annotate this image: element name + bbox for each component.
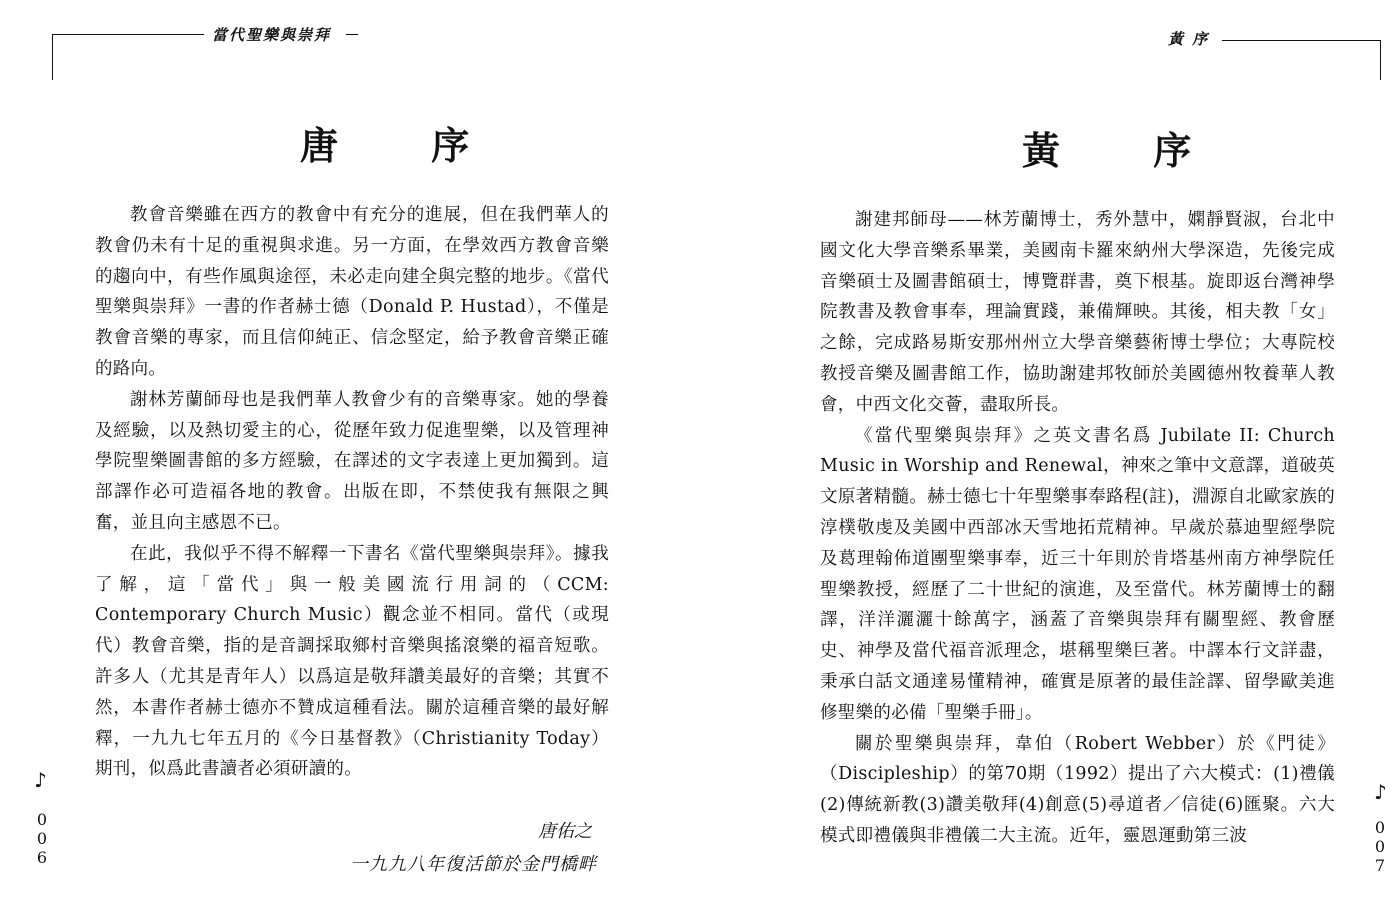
left-page-title: 唐 序 [300, 123, 510, 168]
right-running-header: 黃 序 [1168, 30, 1210, 48]
left-header-rule-left [52, 34, 204, 35]
left-page-number: 0 0 6 [36, 810, 48, 867]
left-header-rule-right [346, 34, 358, 35]
left-running-header: 當代聖樂與崇拜 [212, 26, 332, 44]
left-signature-date: 一九九八年復活節於金門橋畔 [350, 854, 597, 875]
right-page-number: 0 0 7 [1374, 818, 1386, 875]
left-signature-name: 唐佑之 [538, 821, 592, 842]
right-paragraph-1: 謝建邦師母——林芳蘭博士，秀外慧中，嫻靜賢淑，台北中國文化大學音樂系畢業，美國南卡羅來納州大學深造，先後完成音樂碩士及圖書館碩士，博覽群書，奠下根基。旋即返台灣神學院教書及教會事奉，理論實踐，兼備輝映。其後，相夫教「女」之餘，完成路易斯安那州州立大學音樂藝術博士學位；大專院校教授音樂及圖書館工作，協助謝建邦牧師於美國德州牧養華人教會，中西文化交薈，盡取所長。 [820, 210, 1335, 415]
right-body-text [820, 205, 1335, 852]
left-music-note-icon: ♪ [34, 768, 47, 792]
left-page-border [52, 34, 53, 80]
left-paragraph-1: 教會音樂雖在西方的教會中有充分的進展，但在我們華人的教會仍未有十足的重視與求進。另一方面，在學效西方教會音樂的趨向中，有些作風與途徑，未必走向建全與完整的地步。《當代聖樂與崇拜》一書的作者赫士德（Donald P. Hustad），不僅是教會音樂的專家，而且信仰純正、信念堅定，給予教會音樂正確的路向。 [95, 205, 609, 379]
right-page-title: 黃 序 [1022, 128, 1232, 173]
right-paragraph-3: 關於聖樂與崇拜，韋伯（Robert Webber）於《門徒》（Discipleship）的第70期（1992）提出了六大模式：(1)禮儀 (2)傳統新教(3)讚美敬拜(4)創意(5)尋道者／信徒(6)匯聚。六大模式即禮儀與非禮儀二大主流。近年，靈恩運動第三波 [820, 733, 1335, 846]
left-paragraph-2: 謝林芳蘭師母也是我們華人教會少有的音樂專家。她的學養及經驗，以及熱切愛主的心，從歷年致力促進聖樂，以及管理神學院聖樂圖書館的多方經驗，在譯述的文字表達上更加獨到。這部譯作必可造福各地的教會。出版在即，不禁使我有無限之興奮，並且向主感恩不已。 [95, 389, 609, 533]
left-paragraph-3: 在此，我似乎不得不解釋一下書名《當代聖樂與崇拜》。據我了解，這「當代」與一般美國流行用詞的（CCM: Contemporary Church Music）觀念並不相同。當代（或現代）教會音樂，指的是音調採取鄉村音樂與搖滾樂的福音短歌。許多人（尤其是青年人）以爲這是敬拜讚美最好的音樂；其實不然，本書作者赫士德亦不贊成這種看法。關於這種音樂的最好解釋，一九九七年五月的《今日基督教》（Christianity Today）期刊，似爲此書讀者必須研讀的。 [95, 543, 609, 780]
right-music-note-icon: ♪ [1374, 780, 1387, 804]
right-page-border [1380, 40, 1381, 80]
right-paragraph-2: 《當代聖樂與崇拜》之英文書名爲 Jubilate II: Church Music in Worship and Renewal，神來之筆中文意譯，道破英文原著精髓。赫士德七十年聖樂事奉路程(註)，淵源自北歐家族的淳樸敬虔及美國中西部冰天雪地拓荒精神。早歲於慕迪聖經學院及葛理翰佈道團聖樂事奉，近三十年則於肯塔基州南方神學院任聖樂教授，經歷了二十世紀的演進，及至當代。林芳蘭博士的翻譯，洋洋灑灑十餘萬字，涵蓋了音樂與崇拜有關聖經、教會歷史、神學及當代福音派理念，堪稱聖樂巨著。中譯本行文詳盡，秉承白話文通達易懂精神，確實是原著的最佳詮譯、留學歐美進修聖樂的必備「聖樂手冊」。 [820, 425, 1335, 723]
left-body-text [95, 200, 609, 785]
right-header-rule [1222, 40, 1380, 41]
